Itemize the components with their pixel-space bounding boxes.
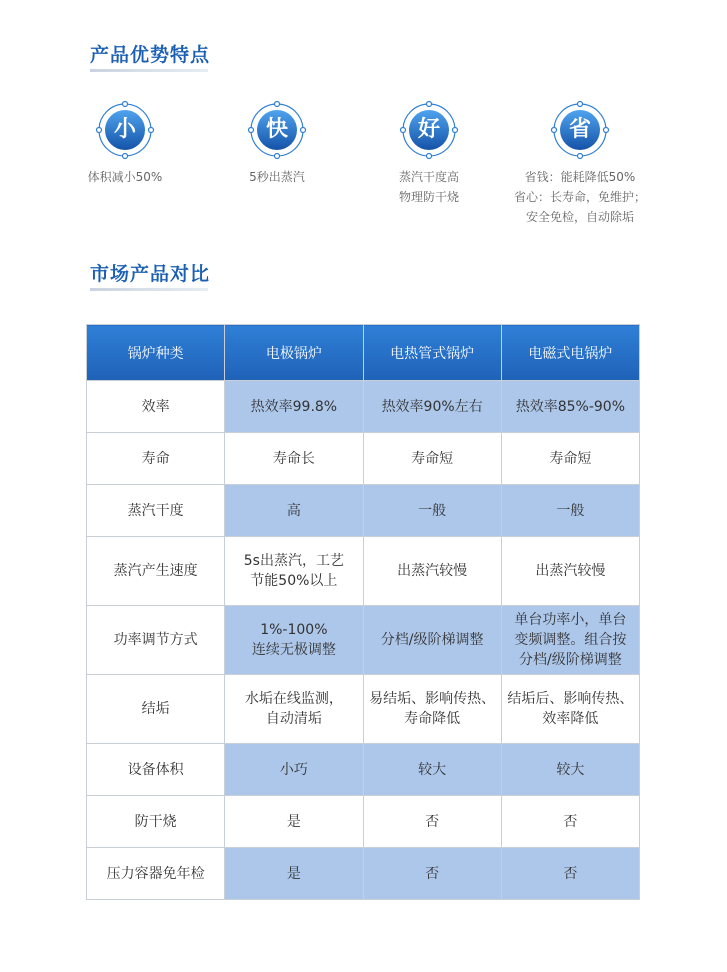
table-cell	[363, 485, 501, 537]
feature-desc	[202, 167, 352, 187]
cell-line: 节能50%以上	[250, 573, 338, 589]
cell-line: 是	[286, 865, 301, 882]
table-cell	[363, 796, 501, 848]
cell-line: 防干烧	[134, 813, 177, 830]
cell-line: 功率调节方式	[113, 632, 198, 648]
cell-line: 一般	[418, 502, 447, 519]
badge-char: 快	[265, 117, 288, 142]
table-cell	[363, 381, 501, 433]
cell-line: 水垢在线监测，	[244, 691, 343, 707]
row-label-cell	[87, 485, 225, 537]
good-icon	[399, 100, 459, 160]
cell-line: 结垢后、影响传热、	[507, 691, 634, 707]
table-cell	[501, 381, 639, 433]
row-label-cell	[87, 848, 225, 900]
table-row	[87, 744, 640, 796]
cell-line: 蒸汽产生速度	[113, 563, 198, 579]
cell-line: 效率降低	[542, 711, 599, 727]
table-cell	[225, 485, 363, 537]
feature-fast	[202, 100, 352, 187]
cell-line: 较大	[418, 761, 447, 778]
cell-line: 高	[286, 502, 301, 519]
desc-line: 省钱：能耗降低50%	[524, 170, 636, 184]
section-title-text: 产品优势特点	[90, 44, 211, 66]
cell-line: 出蒸汽较慢	[535, 563, 606, 579]
desc-line: 体积减小50%	[87, 170, 163, 184]
table-cell	[363, 606, 501, 675]
table-row	[87, 485, 640, 537]
cell-line: 1%-100%	[260, 622, 328, 638]
feature-desc	[50, 167, 200, 187]
badge-char: 好	[417, 117, 440, 142]
table-cell	[363, 675, 501, 744]
features-row	[0, 100, 727, 240]
table-row	[87, 433, 640, 485]
cell-line: 分档/级阶梯调整	[380, 632, 484, 648]
cell-line: 连续无极调整	[251, 642, 336, 658]
table-cell	[225, 675, 363, 744]
table-cell	[225, 606, 363, 675]
cell-line: 寿命短	[549, 450, 592, 467]
cell-line: 效率	[141, 398, 170, 415]
save-icon	[550, 100, 610, 160]
table-cell	[225, 848, 363, 900]
table-cell	[501, 675, 639, 744]
cell-line: 分档/级阶梯调整	[519, 652, 622, 668]
cell-line: 否	[425, 865, 440, 882]
badge-char: 省	[568, 117, 591, 142]
table-cell	[501, 433, 639, 485]
cell-line: 易结垢、影响传热、	[369, 691, 496, 707]
feature-desc	[505, 167, 655, 227]
cell-line: 否	[425, 813, 440, 830]
table-cell	[225, 744, 363, 796]
cell-line: 压力容器免年检	[106, 865, 205, 882]
title-underline	[90, 69, 208, 72]
desc-line: 物理防干烧	[398, 190, 459, 204]
feature-small	[50, 100, 200, 187]
cell-line: 一般	[556, 502, 585, 519]
row-label-cell	[87, 537, 225, 606]
cell-line: 否	[563, 813, 578, 830]
table-row	[87, 675, 640, 744]
feature-good	[354, 100, 504, 207]
table-cell	[363, 433, 501, 485]
cell-line: 寿命短	[411, 450, 454, 467]
cell-line: 热效率85%-90%	[515, 398, 626, 415]
header-boiler-type: 锅炉种类	[87, 325, 225, 381]
header-induction-boiler: 电磁式电锅炉	[501, 325, 639, 381]
cell-line: 结垢	[141, 701, 170, 717]
table-cell	[501, 796, 639, 848]
cell-line: 小巧	[279, 761, 308, 778]
table-row	[87, 381, 640, 433]
table-cell	[501, 606, 639, 675]
title-underline	[90, 288, 208, 291]
cell-line: 设备体积	[127, 761, 184, 778]
table-cell	[225, 537, 363, 606]
small-icon	[95, 100, 155, 160]
table-cell	[501, 848, 639, 900]
cell-line: 5s出蒸汽，工艺	[243, 553, 344, 569]
desc-line: 省心：长寿命，免维护；	[513, 190, 646, 204]
badge-char: 小	[113, 117, 136, 142]
header-electrode-boiler: 电极锅炉	[225, 325, 363, 381]
desc-line: 5秒出蒸汽	[249, 170, 305, 184]
table-row	[87, 848, 640, 900]
section-title-advantages	[90, 40, 210, 67]
table-cell	[225, 381, 363, 433]
table-row	[87, 606, 640, 675]
feature-save	[505, 100, 655, 227]
table-cell	[363, 744, 501, 796]
cell-line: 否	[563, 865, 578, 882]
row-label-cell	[87, 744, 225, 796]
cell-line: 较大	[556, 761, 585, 778]
table-cell	[225, 433, 363, 485]
cell-line: 蒸汽干度	[127, 502, 184, 519]
cell-line: 寿命降低	[404, 711, 461, 727]
row-label-cell	[87, 381, 225, 433]
table-cell	[363, 537, 501, 606]
cell-line: 自动清垢	[265, 711, 322, 727]
cell-line: 寿命长	[272, 450, 315, 467]
comparison-table	[86, 324, 640, 900]
cell-line: 热效率90%左右	[381, 398, 483, 415]
row-label-cell	[87, 796, 225, 848]
cell-line: 寿命	[141, 450, 170, 467]
cell-line: 变频调整。组合按	[514, 632, 627, 648]
desc-line: 蒸汽干度高	[398, 170, 459, 184]
table-cell	[501, 537, 639, 606]
cell-line: 是	[286, 813, 301, 830]
table-row	[87, 796, 640, 848]
fast-icon	[247, 100, 307, 160]
table-cell	[225, 796, 363, 848]
cell-line: 单台功率小，单台	[514, 612, 627, 628]
section-title-text: 市场产品对比	[90, 263, 211, 285]
cell-line: 出蒸汽较慢	[397, 563, 468, 579]
section-title-comparison	[90, 259, 210, 286]
row-label-cell	[87, 433, 225, 485]
table-header-row	[87, 325, 640, 381]
table-cell	[501, 485, 639, 537]
desc-line: 安全免检，自动除垢	[525, 210, 634, 224]
row-label-cell	[87, 606, 225, 675]
cell-line: 热效率99.8%	[250, 398, 338, 415]
table-cell	[501, 744, 639, 796]
header-tube-boiler: 电热管式锅炉	[363, 325, 501, 381]
table-row	[87, 537, 640, 606]
table-cell	[363, 848, 501, 900]
feature-desc	[354, 167, 504, 207]
row-label-cell	[87, 675, 225, 744]
